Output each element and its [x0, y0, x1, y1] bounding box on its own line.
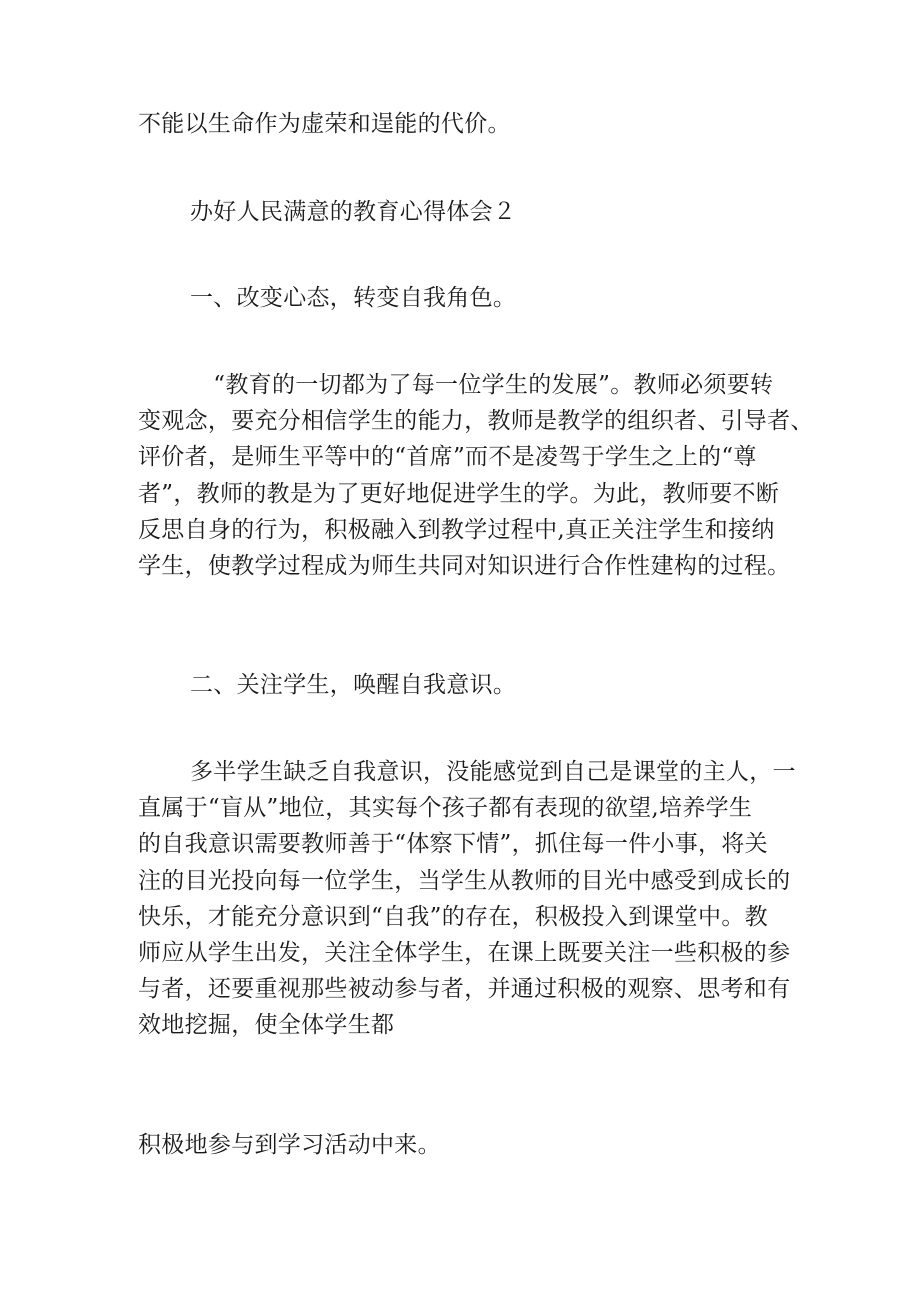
- paragraph-line: 快乐，才能充分意识到“自我”的存在，积极投入到课堂中。教: [138, 903, 768, 930]
- paragraph-line: 与者，还要重视那些被动参与者，并通过积极的观察、思考和有: [138, 976, 791, 1003]
- paragraph-line: 多半学生缺乏自我意识，没能感觉到自己是课堂的主人，一: [190, 759, 796, 785]
- section-title: 办好人民满意的教育心得体会２: [190, 199, 517, 225]
- heading-focus-students: 二、关注学生，唤醒自我意识。: [190, 672, 517, 698]
- text-line-bottom: 积极地参与到学习活动中来。: [138, 1132, 441, 1158]
- paragraph-line: 者”，教师的教是为了更好地促进学生的学。为此，教师要不断: [138, 480, 780, 507]
- paragraph-line: “教育的一切都为了每一位学生的发展”。教师必须要转: [190, 372, 774, 398]
- paragraph-line: 反思自身的行为，积极融入到教学过程中,真正关注学生和接纳: [138, 516, 775, 543]
- paragraph-line: 评价者，是师生平等中的“首席”而不是凌驾于学生之上的“尊: [138, 444, 757, 471]
- paragraph-line: 学生，使教学过程成为师生共同对知识进行合作性建构的过程。: [138, 553, 791, 580]
- paragraph-line: 效地挖掘，使全体学生都: [138, 1012, 395, 1039]
- paragraph-line: 注的目光投向每一位学生，当学生从教师的目光中感受到成长的: [138, 867, 791, 894]
- paragraph-line: 的自我意识需要教师善于“体察下情”，抓住每一件小事，将关: [138, 831, 768, 858]
- paragraph-2: [138, 754, 798, 1044]
- paragraph-line: 师应从学生出发，关注全体学生，在课上既要关注一些积极的参: [138, 940, 791, 967]
- paragraph-line: 直属于“盲从”地位，其实每个孩子都有表现的欲望,培养学生: [138, 795, 753, 822]
- paragraph-line: 变观念，要充分相信学生的能力，教师是教学的组织者、引导者、: [138, 408, 814, 435]
- heading-change-mindset: 一、改变心态，转变自我角色。: [190, 285, 517, 311]
- paragraph-1: [138, 367, 814, 584]
- text-line-top: 不能以生命作为虚荣和逞能的代价。: [138, 111, 511, 137]
